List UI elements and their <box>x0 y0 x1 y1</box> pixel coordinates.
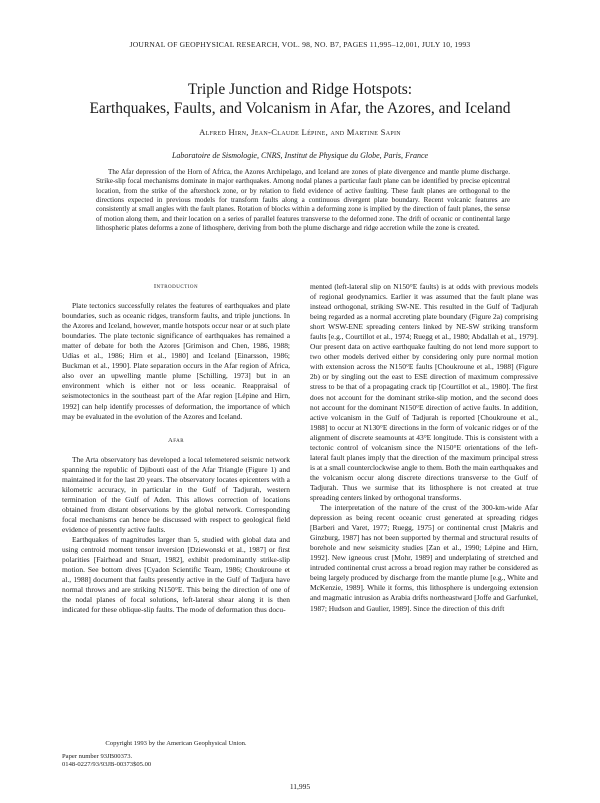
affiliation: Laboratoire de Sismologie, CNRS, Institut de Physique du Globe, Paris, France <box>171 151 429 160</box>
afar-paragraph-1: The Arta observatory has developed a local telemetered seismic network spanning the republic of Djibouti east of the Afar Triangle (Figure 1) and maintained it for the last 20 years. The observatory locates epicenters with a kilometric accuracy, in particular in the Gulf of Tadjurah, western termination of the Gulf of Aden. This allows correction of locations obtained from distant observations by the global network. Corresponding focal mechanisms can hence be discussed with respect to geological field evidence of presently active faults. <box>62 454 290 534</box>
section-heading-afar: Afar <box>167 436 185 444</box>
section-heading-introduction: Introduction <box>153 283 199 290</box>
title-line-1: Triple Junction and Ridge Hotspots: <box>187 81 413 98</box>
left-column <box>62 282 290 722</box>
abstract: The Afar depression of the Horn of Africa, the Azores Archipelago, and Iceland are zones of plate divergence and mantle plume discharge. Strike-slip focal mechanisms dominate in major earthquakes. Among nodal planes a particular fault plane can be identified by precise epicentral location, from the strike of the aftershock zone, or by relation to field evidence of active faulting. These fault planes are orthogonal to the directions expected in previous models for transform faults along a continuous divergent plate boundary. Recent volcanic features are consistently at small angles with the fault planes. Rotation of blocks within a deforming zone is implied by the direction of fault planes, the sense of motion along them, and their location on a series of parallel features transverse to the deformed zone. The drift of oceanic or continental large lithospheric plates deforms a zone of lithosphere, deriving from both the plume discharge and ridge accretion while the zone is created. <box>96 168 510 233</box>
copyright-notice: Copyright 1993 by the American Geophysical Union. <box>105 740 247 747</box>
article-title <box>40 80 560 118</box>
page-number: 11,995 <box>289 782 311 791</box>
right-paragraph-1: mented (left-lateral slip on N150°E faults) is at odds with previous models of regional geodynamics. Earlier it was assumed that the fault plane was instead orthogonal, striking SW-NE. This resulted in the Gulf of Tadjurah being regarded as a normal accreting plate boundary (Figure 2a) comprising short WSW-ENE spreading centers linked by NE-SW striking transform faults [e.g., Courtillot et al., 1974; Ruegg et al., 1980; Abdallah et al., 1979]. Our present data on active earthquake faulting do not lend more support to two other models derived either by considering only pure normal motion with extension across the N150°E faults [Choukroune et al., 1988] (Figure 2b) or by singling out the east to ESE direction of maximum compressive stress to be that of a propagating crack tip [Courtillot et al., 1980]. The first does not account for the dominant strike-slip motion, and the second does not account for the dominant N150°E direction of active faults. In addition, active volcanism in the Gulf of Tadjurah is reported [Choukroune et al., 1988] to occur at N130°E directions in the form of volcanic ridges or of the alignment of discrete seamounts at 43°E longitude. This is consistent with a tectonic control of volcanism since the N150°E orientations of the left-lateral fault planes imply that the direction of the maximum principal stress is at a small counterclockwise angle to them. Both the main earthquakes and the volcanism occur along discrete directions transverse to the Gulf of Tadjurah. Thus we surmise that its lithosphere is not created at true spreading centers linked by orthogonal transforms. <box>310 282 538 502</box>
right-paragraph-2: The interpretation of the nature of the crust of the 300-km-wide Afar depression as being recent oceanic crust generated at spreading ridges [Barberi and Varet, 1977; Ruegg, 1975] or continental crust [Makris and Ginzburg, 1987] has not been supported by thermal and structural results of borehole and new seismicity studies [Zan et al., 1990; Lépine and Hirn, 1992]. New igneous crust [Mohr, 1989] and underplating of stretched and intruded continental crust across a broad region may rather be considered as being largely produced by discharge from the mantle plume [e.g., White and McKenzie, 1989]. While it forms, this lithosphere is undergoing extension and magmatic intrusion as Arabia drifts northeastward [Joffe and Garfunkel, 1987; Hudson and Gaulier, 1989]. Since the direction of this drift <box>310 503 538 613</box>
running-head: JOURNAL OF GEOPHYSICAL RESEARCH, VOL. 98, NO. B7, PAGES 11,995–12,001, JULY 10, 1993 <box>129 40 471 49</box>
footnotes <box>62 740 290 770</box>
author-list: Alfred Hirn, Jean-Claude Lépine, and Martine Sapin <box>199 127 401 137</box>
afar-paragraph-2: Earthquakes of magnitudes larger than 5, studied with global data and using centroid moment tensor inversion [Dziewonski et al., 1987] or first polarities [Fairhead and Stuart, 1982], exhibit predominantly strike-slip motion. See bottom dives [Cyadon Scientific Team, 1986; Choukroune et al., 1988] document that faults presently active in the Gulf of Tadjura have normal throws and are striking N150°E. This being the direction of one of the nodal planes of focal solutions, left-lateral shear along it is then indicated for these oblique-slip faults. The mode of deformation thus docu- <box>62 535 290 615</box>
right-column <box>310 282 538 782</box>
paper-number: Paper number 93JB00373. <box>62 752 133 760</box>
issn-code: 0148-0227/93/93JB-00373$05.00 <box>62 761 152 769</box>
title-line-2: Earthquakes, Faults, and Volcanism in Afar, the Azores, and Iceland <box>89 100 511 117</box>
introduction-paragraph: Plate tectonics successfully relates the features of earthquakes and plate boundaries, such as oceanic ridges, transform faults, and triple junctions. In the Azores and Iceland, however, mantle hotspots occur near or at such plate boundaries. The plate tectonic significance of earthquakes has remained a matter of debate for both the Azores [Grimison and Chen, 1986, 1988; Udías et al., 1986; Hirn et al., 1980] and Iceland [Einarsson, 1986; Buckman et al., 1990]. Plate separation occurs in the Afar region of Africa, also over an upwelling mantle plume [Schilling, 1973] but in an environment which is either not or less oceanic. Reappraisal of seismotectonics in the southeast part of the Afar region [Lépine and Hirn, 1992] can help identify processes of deformation, the importance of which may be evaluated in the evolution of the Azores and Iceland. <box>62 301 290 421</box>
